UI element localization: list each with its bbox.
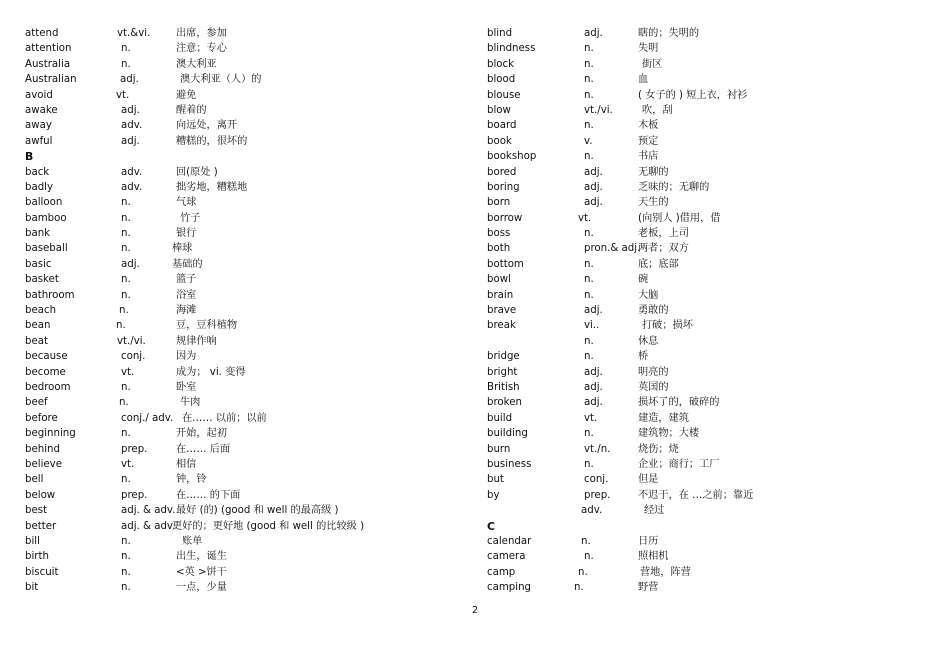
vocab-entry bbox=[25, 488, 445, 503]
entry-def: 规律作响 bbox=[176, 335, 217, 347]
entry-def: ( 女子的 ) 短上衣，衬衫 bbox=[638, 89, 748, 101]
entry-pos: n. bbox=[121, 43, 131, 55]
entry-pos: n. bbox=[121, 243, 131, 255]
vocab-entry bbox=[487, 241, 907, 256]
entry-pos: adj. bbox=[121, 258, 140, 270]
entry-pos: n. bbox=[116, 320, 126, 332]
vocab-entry bbox=[487, 395, 907, 410]
entry-pos: adj. bbox=[584, 305, 603, 317]
entry-def: 因为 bbox=[176, 351, 197, 363]
entry-word: bank bbox=[25, 228, 51, 240]
entry-pos: vt. bbox=[121, 458, 135, 470]
entry-word: beach bbox=[25, 305, 57, 317]
entry-pos: n. bbox=[578, 566, 588, 578]
entry-word: bamboo bbox=[25, 212, 67, 224]
entry-def: 向远处，离开 bbox=[176, 120, 238, 132]
entry-word: attention bbox=[25, 43, 72, 55]
entry-pos: conj./ adv. bbox=[121, 412, 174, 424]
vocab-entry bbox=[487, 334, 907, 349]
entry-pos: v. bbox=[584, 135, 593, 147]
vocab-entry bbox=[487, 226, 907, 241]
entry-word: best bbox=[25, 505, 48, 517]
entry-def: 木板 bbox=[638, 120, 659, 132]
entry-pos: n. bbox=[121, 228, 131, 240]
entry-word: board bbox=[487, 120, 517, 132]
entry-pos: n. bbox=[121, 474, 131, 486]
entry-pos: adj. bbox=[121, 135, 140, 147]
vocab-entry bbox=[25, 57, 445, 72]
page-number: 2 bbox=[471, 605, 479, 616]
entry-pos: adv. bbox=[121, 166, 143, 178]
vocab-entry bbox=[487, 426, 907, 441]
entry-word: badly bbox=[25, 181, 54, 193]
entry-def: 底；底部 bbox=[638, 258, 679, 270]
entry-pos: adj. bbox=[120, 74, 139, 86]
entry-word: attend bbox=[25, 28, 59, 39]
vocab-entry bbox=[487, 195, 907, 210]
entry-pos: n. bbox=[584, 74, 594, 86]
entry-pos: prep. bbox=[121, 489, 148, 501]
entry-pos: adv. bbox=[581, 505, 603, 517]
entry-word: C bbox=[487, 519, 495, 533]
entry-pos: n. bbox=[121, 289, 131, 301]
entry-def: 英国的 bbox=[638, 381, 669, 393]
entry-pos: n. bbox=[121, 197, 131, 209]
entry-word: camp bbox=[487, 566, 516, 578]
vocab-entry bbox=[25, 426, 445, 441]
entry-def: 相信 bbox=[176, 458, 197, 470]
entry-word: B bbox=[25, 150, 34, 164]
vocab-entry bbox=[25, 118, 445, 133]
vocab-entry bbox=[25, 442, 445, 457]
entry-pos: prep. bbox=[121, 443, 148, 455]
entry-word: camera bbox=[487, 551, 526, 563]
entry-def: 书店 bbox=[638, 151, 659, 163]
vocab-entry bbox=[25, 365, 445, 380]
entry-word: brain bbox=[487, 289, 514, 301]
entry-pos: conj. bbox=[584, 474, 609, 486]
entry-pos: adv. bbox=[121, 181, 143, 193]
entry-word: broken bbox=[487, 397, 522, 409]
entry-pos: n. bbox=[121, 212, 131, 224]
entry-word: awful bbox=[25, 135, 53, 147]
vocab-entry bbox=[25, 288, 445, 303]
vocab-entry bbox=[25, 211, 445, 226]
entry-def: 无聊的 bbox=[638, 166, 669, 178]
entry-word: better bbox=[25, 520, 57, 532]
entry-def: 损坏了的，破碎的 bbox=[638, 397, 720, 409]
vocab-entry bbox=[25, 380, 445, 395]
vocab-entry bbox=[487, 134, 907, 149]
vocab-entry bbox=[487, 534, 907, 549]
vocab-entry bbox=[25, 472, 445, 487]
entry-def: 一点，少量 bbox=[176, 582, 227, 594]
vocab-entry bbox=[487, 442, 907, 457]
entry-def: 血 bbox=[638, 74, 649, 86]
entry-pos: n. bbox=[119, 397, 129, 409]
vocab-entry bbox=[487, 72, 907, 87]
entry-def: 照相机 bbox=[638, 551, 669, 563]
entry-def: 牛肉 bbox=[180, 397, 201, 409]
entry-word: bored bbox=[487, 166, 517, 178]
entry-def: 基础的 bbox=[172, 258, 203, 270]
entry-pos: adj. & adv. bbox=[121, 505, 176, 517]
entry-def: (向别人 )借用，借 bbox=[638, 212, 721, 224]
vocab-entry bbox=[487, 457, 907, 472]
entry-word: birth bbox=[25, 551, 49, 563]
entry-pos: n. bbox=[584, 551, 594, 563]
entry-word: believe bbox=[25, 458, 62, 470]
entry-word: behind bbox=[25, 443, 60, 455]
vocab-entry bbox=[25, 180, 445, 195]
entry-def: 回(原处 ) bbox=[176, 166, 218, 178]
entry-word: bookshop bbox=[487, 151, 537, 163]
vocab-entry bbox=[487, 118, 907, 133]
entry-pos: prep. bbox=[584, 489, 611, 501]
entry-pos: adj. bbox=[584, 28, 603, 39]
entry-def: 不迟于，在 …之前；靠近 bbox=[638, 489, 754, 501]
entry-word: brave bbox=[487, 305, 517, 317]
entry-pos: n. bbox=[121, 58, 131, 70]
entry-pos: n. bbox=[584, 43, 594, 55]
vocab-entry bbox=[487, 41, 907, 56]
entry-pos: n. bbox=[121, 535, 131, 547]
entry-def: 海滩 bbox=[176, 305, 197, 317]
vocab-entry bbox=[25, 134, 445, 149]
entry-def: 在…… 以前；以前 bbox=[182, 412, 267, 424]
entry-word: break bbox=[487, 320, 516, 332]
entry-def: 避免 bbox=[176, 89, 197, 101]
vocab-entry bbox=[25, 457, 445, 472]
vocab-entry bbox=[25, 580, 445, 595]
entry-word: away bbox=[25, 120, 52, 132]
entry-word: bell bbox=[25, 474, 44, 486]
entry-pos: n. bbox=[584, 458, 594, 470]
entry-pos: n. bbox=[584, 289, 594, 301]
entry-def: 建造，建筑 bbox=[638, 412, 689, 424]
vocab-entry bbox=[487, 57, 907, 72]
right-column bbox=[487, 26, 907, 595]
vocab-entry bbox=[487, 272, 907, 287]
entry-def: 更好的；更好地 (good 和 well 的比较级 ) bbox=[172, 520, 365, 532]
entry-pos: vt./vi. bbox=[117, 335, 146, 347]
entry-pos: adj. bbox=[584, 181, 603, 193]
entry-word: basic bbox=[25, 258, 52, 270]
entry-word: bright bbox=[487, 366, 518, 378]
section-heading bbox=[25, 149, 445, 164]
vocab-entry bbox=[487, 349, 907, 364]
entry-pos: adj. bbox=[584, 166, 603, 178]
entry-def: 注意；专心 bbox=[176, 43, 227, 55]
entry-pos: n. bbox=[121, 551, 131, 563]
entry-def: 经过 bbox=[644, 505, 665, 517]
entry-pos: n. bbox=[581, 535, 591, 547]
entry-word: bedroom bbox=[25, 381, 71, 393]
entry-def: 休息 bbox=[638, 335, 659, 347]
entry-pos: adj. bbox=[584, 366, 603, 378]
vocab-entry bbox=[25, 334, 445, 349]
vocab-entry bbox=[487, 565, 907, 580]
entry-word: Australian bbox=[25, 74, 77, 86]
entry-def: 成为； vi. 变得 bbox=[176, 366, 246, 378]
entry-pos: n. bbox=[584, 58, 594, 70]
vocab-entry bbox=[25, 503, 445, 518]
entry-word: blood bbox=[487, 74, 516, 86]
entry-word: boring bbox=[487, 181, 520, 193]
vocab-entry bbox=[487, 580, 907, 595]
vocab-entry bbox=[487, 472, 907, 487]
vocab-entry bbox=[487, 288, 907, 303]
entry-word: awake bbox=[25, 104, 58, 116]
vocab-entry bbox=[487, 503, 907, 518]
entry-pos: n. bbox=[574, 582, 584, 594]
entry-pos: vi.. bbox=[584, 320, 600, 332]
vocab-entry bbox=[25, 565, 445, 580]
entry-pos: vt. bbox=[116, 89, 130, 101]
entry-def: 澳大利亚 bbox=[176, 58, 217, 70]
entry-word: both bbox=[487, 243, 511, 255]
entry-def: 最好 (的) (good 和 well 的最高级 ) bbox=[176, 505, 339, 517]
vocab-entry bbox=[487, 26, 907, 41]
entry-pos: n. bbox=[121, 428, 131, 440]
entry-word: become bbox=[25, 366, 66, 378]
entry-pos: n. bbox=[121, 582, 131, 594]
entry-pos: n. bbox=[584, 120, 594, 132]
entry-def: 勇敢的 bbox=[638, 305, 669, 317]
entry-def: 碗 bbox=[638, 274, 649, 286]
entry-word: blouse bbox=[487, 89, 521, 101]
entry-def: 烧伤；烧 bbox=[638, 443, 679, 455]
vocab-entry bbox=[487, 411, 907, 426]
entry-pos: n. bbox=[121, 381, 131, 393]
vocab-entry bbox=[25, 349, 445, 364]
entry-def: <英 >饼干 bbox=[176, 566, 227, 578]
entry-def: 糟糕的，很坏的 bbox=[176, 135, 248, 147]
vocab-entry bbox=[25, 549, 445, 564]
entry-word: book bbox=[487, 135, 512, 147]
vocab-entry bbox=[487, 257, 907, 272]
entry-def: 预定 bbox=[638, 135, 659, 147]
vocab-entry bbox=[25, 41, 445, 56]
entry-pos: n. bbox=[121, 274, 131, 286]
entry-word: blow bbox=[487, 104, 511, 116]
entry-def: 澳大利亚（人）的 bbox=[180, 74, 262, 86]
entry-def: 篮子 bbox=[176, 274, 197, 286]
entry-pos: adj. bbox=[584, 197, 603, 209]
entry-word: baseball bbox=[25, 243, 68, 255]
entry-def: 两者；双方 bbox=[638, 243, 689, 255]
entry-pos: n. bbox=[121, 566, 131, 578]
entry-def: 打破；损坏 bbox=[642, 320, 693, 332]
entry-pos: pron.& adj. bbox=[584, 243, 641, 255]
entry-def: 竹子 bbox=[180, 212, 201, 224]
vocab-entry bbox=[487, 88, 907, 103]
entry-def: 吹，刮 bbox=[642, 104, 673, 116]
entry-def: 但是 bbox=[638, 474, 659, 486]
entry-def: 醒着的 bbox=[176, 104, 207, 116]
vocab-entry bbox=[25, 165, 445, 180]
entry-word: build bbox=[487, 412, 513, 424]
entry-def: 钟，铃 bbox=[176, 474, 207, 486]
entry-word: bottom bbox=[487, 258, 524, 270]
entry-pos: adj. bbox=[121, 104, 140, 116]
entry-word: born bbox=[487, 197, 511, 209]
entry-word: British bbox=[487, 381, 520, 393]
entry-def: 瞎的；失明的 bbox=[638, 28, 700, 39]
entry-word: avoid bbox=[25, 89, 53, 101]
entry-word: below bbox=[25, 489, 56, 501]
entry-pos: n. bbox=[119, 305, 129, 317]
entry-pos: n. bbox=[584, 428, 594, 440]
entry-pos: vt. bbox=[578, 212, 592, 224]
entry-pos: adj. & adv. bbox=[121, 520, 176, 532]
entry-def: 明亮的 bbox=[638, 366, 669, 378]
entry-word: camping bbox=[487, 582, 531, 594]
vocab-entry bbox=[487, 549, 907, 564]
entry-word: burn bbox=[487, 443, 511, 455]
entry-word: Australia bbox=[25, 58, 71, 70]
entry-word: block bbox=[487, 58, 515, 70]
entry-word: business bbox=[487, 458, 532, 470]
entry-word: blind bbox=[487, 28, 513, 39]
entry-word: bridge bbox=[487, 351, 520, 363]
entry-def: 营地，阵营 bbox=[640, 566, 691, 578]
entry-word: basket bbox=[25, 274, 59, 286]
vocab-entry bbox=[487, 149, 907, 164]
vocab-entry bbox=[25, 88, 445, 103]
entry-word: beat bbox=[25, 335, 48, 347]
entry-pos: adv. bbox=[121, 120, 143, 132]
entry-pos: n. bbox=[584, 335, 594, 347]
vocab-entry bbox=[25, 318, 445, 333]
vocab-entry bbox=[25, 534, 445, 549]
entry-word: bit bbox=[25, 582, 39, 594]
entry-word: balloon bbox=[25, 197, 63, 209]
entry-def: 卧室 bbox=[176, 381, 197, 393]
vocab-entry bbox=[487, 365, 907, 380]
entry-def: 棒球 bbox=[172, 243, 193, 255]
entry-def: 企业；商行；工厂 bbox=[638, 458, 720, 470]
entry-def: 拙劣地，糟糕地 bbox=[176, 181, 248, 193]
vocab-entry bbox=[487, 180, 907, 195]
entry-def: 开始，起初 bbox=[176, 428, 227, 440]
vocab-entry bbox=[25, 103, 445, 118]
entry-pos: vt. bbox=[121, 366, 135, 378]
vocab-entry bbox=[487, 488, 907, 503]
vocab-entry bbox=[487, 380, 907, 395]
entry-def: 大脑 bbox=[638, 289, 659, 301]
vocab-entry bbox=[25, 241, 445, 256]
entry-pos: n. bbox=[584, 274, 594, 286]
vocab-entry bbox=[25, 226, 445, 241]
entry-word: bowl bbox=[487, 274, 511, 286]
entry-def: 出席，参加 bbox=[176, 28, 227, 39]
entry-def: 野营 bbox=[638, 582, 659, 594]
vocab-entry bbox=[25, 519, 445, 534]
section-heading bbox=[487, 519, 907, 534]
entry-word: building bbox=[487, 428, 528, 440]
entry-def: 出生，诞生 bbox=[176, 551, 227, 563]
entry-word: blindness bbox=[487, 43, 536, 55]
entry-def: 浴室 bbox=[176, 289, 197, 301]
entry-pos: conj. bbox=[121, 351, 146, 363]
entry-def: 日历 bbox=[638, 535, 659, 547]
entry-word: before bbox=[25, 412, 58, 424]
vocab-entry bbox=[487, 318, 907, 333]
entry-pos: n. bbox=[584, 351, 594, 363]
entry-pos: vt.&vi. bbox=[117, 28, 151, 39]
vocab-entry bbox=[25, 26, 445, 41]
entry-pos: vt. bbox=[584, 412, 598, 424]
entry-word: boss bbox=[487, 228, 511, 240]
vocab-entry bbox=[25, 257, 445, 272]
entry-word: bill bbox=[25, 535, 40, 547]
entry-def: 街区 bbox=[642, 58, 663, 70]
entry-word: back bbox=[25, 166, 50, 178]
entry-pos: adj. bbox=[584, 381, 603, 393]
entry-word: borrow bbox=[487, 212, 523, 224]
left-column bbox=[25, 26, 445, 595]
entry-def: 乏味的；无聊的 bbox=[638, 181, 710, 193]
vocab-entry bbox=[25, 195, 445, 210]
vocab-entry bbox=[25, 411, 445, 426]
entry-word: by bbox=[487, 489, 500, 501]
entry-def: 在…… 的下面 bbox=[176, 489, 241, 501]
entry-word: because bbox=[25, 351, 68, 363]
vocab-entry bbox=[25, 72, 445, 87]
vocab-entry bbox=[487, 165, 907, 180]
entry-def: 气球 bbox=[176, 197, 197, 209]
entry-pos: adj. bbox=[584, 397, 603, 409]
entry-word: calendar bbox=[487, 535, 532, 547]
vocab-entry bbox=[487, 103, 907, 118]
entry-word: but bbox=[487, 474, 504, 486]
vocab-entry bbox=[487, 211, 907, 226]
entry-word: bean bbox=[25, 320, 51, 332]
entry-def: 在…… 后面 bbox=[176, 443, 231, 455]
entry-pos: vt./vi. bbox=[584, 104, 613, 116]
entry-pos: vt./n. bbox=[584, 443, 611, 455]
entry-pos: n. bbox=[584, 228, 594, 240]
vocab-entry bbox=[25, 303, 445, 318]
entry-def: 失明 bbox=[638, 43, 659, 55]
entry-word: biscuit bbox=[25, 566, 59, 578]
vocab-entry bbox=[25, 395, 445, 410]
entry-def: 账单 bbox=[182, 535, 203, 547]
entry-word: bathroom bbox=[25, 289, 75, 301]
entry-pos: n. bbox=[584, 258, 594, 270]
entry-def: 银行 bbox=[176, 228, 197, 240]
entry-def: 老板，上司 bbox=[638, 228, 689, 240]
entry-word: beef bbox=[25, 397, 48, 409]
entry-def: 天生的 bbox=[638, 197, 669, 209]
entry-def: 桥 bbox=[638, 351, 649, 363]
entry-def: 建筑物；大楼 bbox=[638, 428, 700, 440]
vocab-entry bbox=[487, 303, 907, 318]
entry-pos: n. bbox=[584, 89, 594, 101]
entry-def: 豆，豆科植物 bbox=[176, 320, 238, 332]
entry-pos: n. bbox=[584, 151, 594, 163]
vocab-entry bbox=[25, 272, 445, 287]
entry-word: beginning bbox=[25, 428, 76, 440]
